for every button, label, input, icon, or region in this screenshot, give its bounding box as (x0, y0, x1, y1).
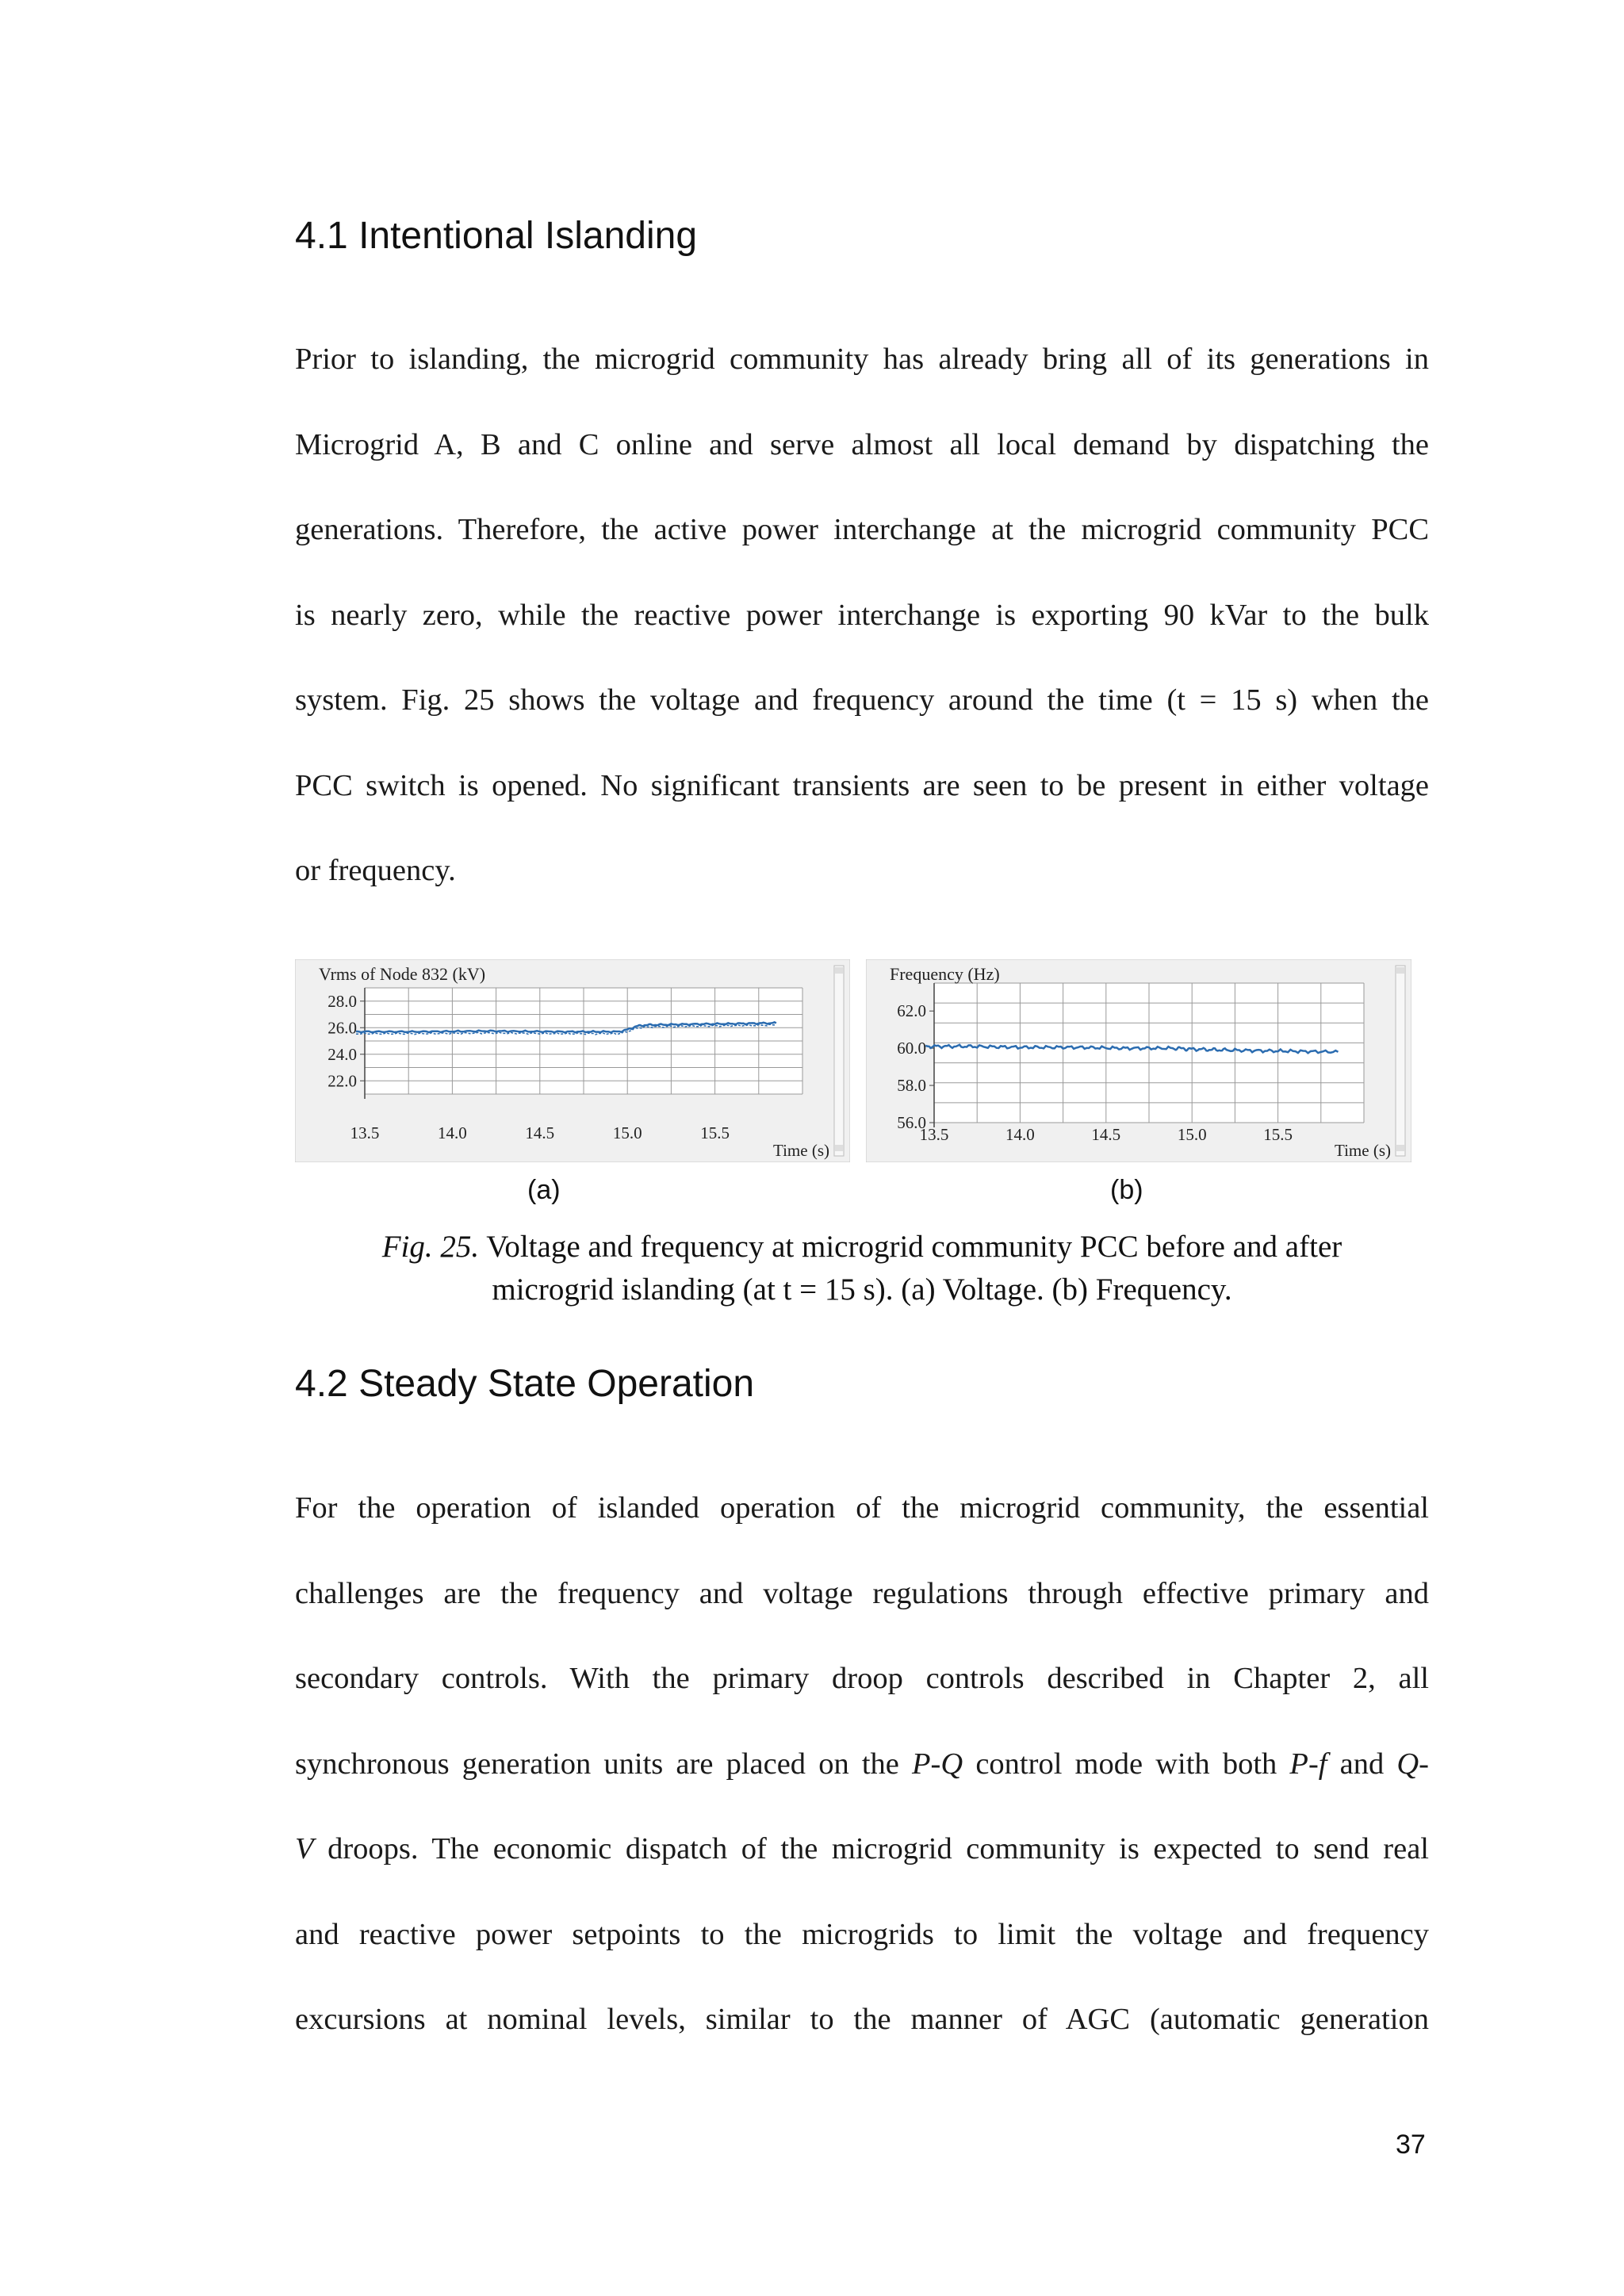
paragraph-line: Prior to islanding, the microgrid community has already bring all of its generations in (295, 342, 1429, 376)
text-run: secondary controls. With the primary droop controls described in Chapter 2, all (295, 1662, 1429, 1695)
scrollbar (834, 966, 844, 1156)
x-tick-label: 15.5 (700, 1123, 730, 1142)
x-tick-label: 15.5 (1263, 1125, 1293, 1144)
caption-prefix: Fig. 25. (381, 1230, 480, 1264)
x-tick-label: 13.5 (919, 1125, 949, 1144)
y-tick-label: 28.0 (327, 991, 357, 1011)
text-run: control mode with both (963, 1747, 1290, 1781)
italic-term: P-f (1289, 1747, 1327, 1781)
paragraph-line: or frequency. (295, 854, 456, 887)
scrollbar (1396, 966, 1405, 1156)
paragraph-line (295, 1552, 1429, 1637)
paragraph-line: Microgrid A, B and C online and serve almost all local demand by dispatching the (295, 427, 1429, 461)
x-tick-label: 13.5 (350, 1123, 380, 1142)
subfigure-label-b: (b) (1110, 1175, 1143, 1205)
x-tick-label: 15.0 (612, 1123, 642, 1142)
paragraph-line (295, 1636, 1429, 1722)
x-tick-label: 14.5 (525, 1123, 555, 1142)
paragraph-line (295, 1722, 1429, 1808)
text-run: challenges are the frequency and voltage regulations through effective primary and (295, 1576, 1429, 1610)
y-tick-label: 26.0 (327, 1018, 357, 1038)
section-heading-4-2: 4.2 Steady State Operation (295, 1363, 755, 1405)
caption-line-2: microgrid islanding (at t = 15 s). (a) Voltage. (b) Frequency. (492, 1272, 1232, 1307)
text-run: synchronous generation units are placed on the (295, 1747, 913, 1781)
voltage-chart (295, 959, 850, 1162)
paragraph-islanding (295, 317, 1429, 914)
y-tick-label: 60.0 (897, 1039, 926, 1058)
x-axis-label: Time (s) (773, 1141, 829, 1160)
scroll-down-button (835, 1145, 843, 1151)
italic-term: Q- (1396, 1747, 1429, 1781)
subfigure-label-a: (a) (527, 1175, 561, 1205)
paragraph-steady-state (295, 1466, 1429, 2063)
y-tick-label: 62.0 (897, 1001, 926, 1021)
italic-term: P-Q (912, 1747, 963, 1781)
text-run: droops. The economic dispatch of the microgrid community is expected to send real (313, 1832, 1429, 1866)
text-run: For the operation of islanded operation of the microgrid community, the essential (295, 1491, 1429, 1525)
x-tick-label: 14.5 (1091, 1125, 1121, 1144)
scroll-up-button (1396, 967, 1404, 974)
paragraph-line (295, 1977, 1429, 2063)
caption-line-1: Voltage and frequency at microgrid community PCC before and after (486, 1230, 1342, 1264)
scroll-up-button (835, 967, 843, 974)
paragraph-line: PCC switch is opened. No significant transients are seen to be present in either voltage (295, 768, 1429, 802)
y-tick-label: 56.0 (897, 1113, 926, 1132)
scroll-down-button (1396, 1145, 1404, 1151)
chart-title: Vrms of Node 832 (kV) (319, 964, 486, 984)
paragraph-line (295, 1466, 1429, 1552)
chart-title: Frequency (Hz) (890, 964, 1000, 984)
figure-caption (295, 1226, 1429, 1311)
x-tick-label: 14.0 (1005, 1125, 1035, 1144)
text-run: excursions at nominal levels, similar to the manner of AGC (automatic generation (295, 2003, 1429, 2036)
paragraph-line: is nearly zero, while the reactive power interchange is exporting 90 kVar to the bulk (295, 598, 1429, 632)
page-number: 37 (1396, 2130, 1426, 2160)
paragraph-line: system. Fig. 25 shows the voltage and frequency around the time (t = 15 s) when the (295, 683, 1429, 717)
x-tick-label: 15.0 (1177, 1125, 1207, 1144)
text-run: and reactive power setpoints to the microgrids to limit the voltage and frequency (295, 1917, 1429, 1951)
x-axis-label: Time (s) (1335, 1141, 1391, 1160)
italic-term: V (295, 1832, 314, 1866)
paragraph-line (295, 1807, 1429, 1892)
paragraph-line: generations. Therefore, the active power interchange at the microgrid community PCC (295, 513, 1429, 546)
y-tick-label: 24.0 (327, 1044, 357, 1064)
x-tick-label: 14.0 (438, 1123, 467, 1142)
text-run: and (1327, 1747, 1397, 1781)
section-heading-4-1: 4.1 Intentional Islanding (295, 215, 698, 257)
frequency-chart (866, 959, 1411, 1162)
y-tick-label: 22.0 (327, 1071, 357, 1091)
paragraph-line (295, 1892, 1429, 1978)
y-tick-label: 58.0 (897, 1076, 926, 1096)
